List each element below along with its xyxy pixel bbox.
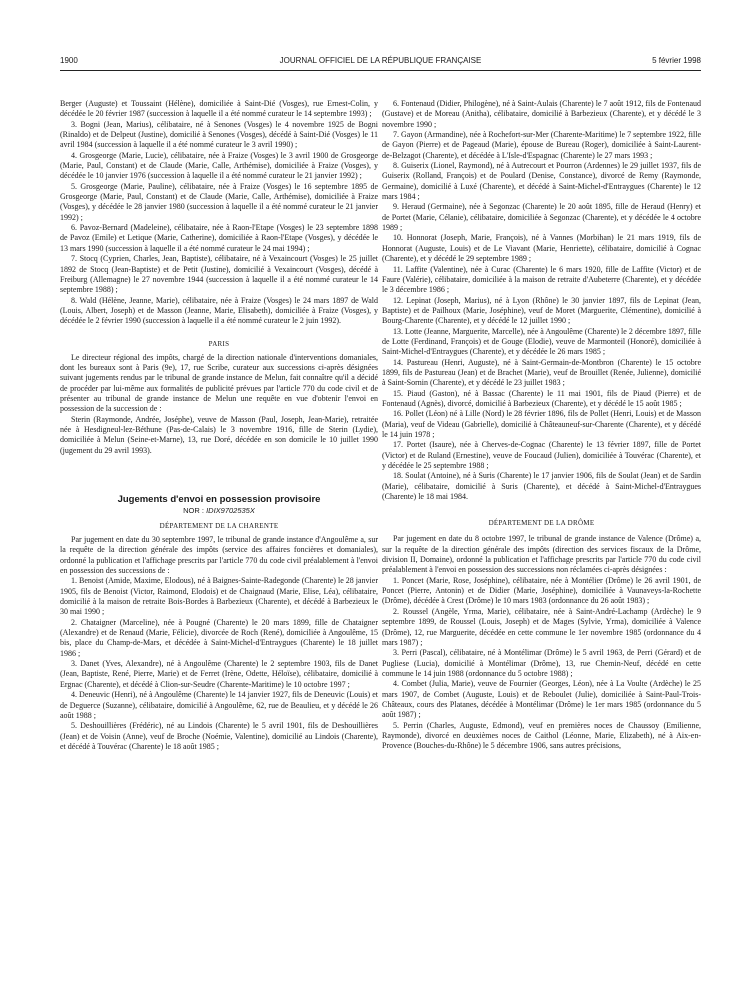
page-header: [60, 56, 701, 70]
section-heading-charente: DÉPARTEMENT DE LA CHARENTE: [159, 522, 279, 530]
entry: 11. Laffite (Valentine), née à Curac (Charente) le 6 mars 1920, fille de Laffite (Victor) et de Faure (Valérie), célibataire, domiciliée à la maison de retraite d'Aubeterre (Charente), et y décédée le 3 décembre 1986 ;: [382, 264, 701, 295]
entry: 4. Deneuvic (Henri), né à Angoulême (Charente) le 14 janvier 1927, fils de Deneuvic (Louis) et de Deguerce (Suzanne), célibataire, domicilié à Angoulême, 62, rue de Beaulieu, et y décédé le 26 août 1988 ;: [60, 690, 378, 720]
entry: 4. Grosgeorge (Marie, Lucie), célibataire, née à Fraize (Vosges) le 3 avril 1900 de Grosgeorge (Marie, Paul, Constant) et de Claude (Marie, Calle, Arthémise), domiciliée à Fraize (Vosges), y décédée le 10 janvier 1976 (succession à laquelle il a été nommé curateur le 21 janvier 1992) ;: [60, 150, 378, 181]
entry: 13. Lotte (Jeanne, Marguerite, Marcelle), née à Angoulême (Charente) le 2 décembre 1897, fille de Lotte (Ferdinand, François) et de Gouge (Elodie), veuve de Marmonteil (Honoré), domiciliée à Saint-Michel-d'Entraygues (Charente), et y décédée le 26 mars 1985 ;: [382, 326, 701, 357]
entry: 6. Fontenaud (Didier, Philogène), né à Saint-Aulais (Charente) le 7 août 1912, fils de Fontenaud (Gustave) et de Moreau (Anitha), célibataire, domicilié à Barbezieux (Charente), et y décédé le 3 novembre 1990 ;: [382, 99, 701, 129]
entry: 6. Pavoz-Bernard (Madeleine), célibataire, née à Raon-l'Etape (Vosges) le 23 septembre 1898 de Pavoz (Emile) et Letique (Marie, Catherine), domiciliée à Raon-l'Etape (Vosges), y décédée le 13 mars 1990 (succession à laquelle il a été nommé curateur le 24 mai 1994) ;: [60, 223, 378, 253]
section-heading-paris: PARIS: [208, 339, 230, 348]
entry: 2. Roussel (Angèle, Yrma, Marie), célibataire, née à Saint-André-Lachamp (Ardèche) le 9 septembre 1899, de Roussel (Louis, Joseph) et de Mages (Sylvie, Yrma), domiciliée à Valence (Drôme), 12, rue Marguerite, décédée en cette commune le 1er novembre 1985 (ordonnance du 4 mars 1987) ;: [382, 606, 701, 647]
left-column: [60, 99, 378, 752]
entry: Berger (Auguste) et Toussaint (Hélène), domiciliée à Saint-Dié (Vosges), rue Ernest-Colin, y décédée le 20 février 1987 (succession à laquelle il a été nommé curateur le 14 septembre 1993) ;: [60, 99, 378, 119]
entry: 8. Guiserix (Lionel, Raymond), né à Autrecourt et Pourron (Ardennes) le 29 juillet 1937, fils de Guiserix (Rolland, François) et de Poulard (Denise, Constance), divorcé de Remy (Raymonde, Germaine), domicilié à Luxé (Charente), et décédé à Saint-Michel-d'Entraygues (Charente) le 12 mars 1984 ;: [382, 161, 701, 202]
entry: 7. Gayon (Armandine), née à Rochefort-sur-Mer (Charente-Maritime) le 7 septembre 1922, fille de Gayon (Pierre) et de Pageaud (Marie), épouse de Bureau (Roger), domiciliée à Saint-Laurent-de-Belzagot (Charente), et décédée à L'Isle-d'Espagnac (Charente) le 27 mars 1993 ;: [382, 130, 701, 160]
entry: Le directeur régional des impôts, chargé de la direction nationale d'interventions domaniales, dont les bureaux sont à Paris (9e), 17, rue Scribe, curateur aux successions ci-après désignées suivant jugements rendus par le tribunal de grande instance de Melun, fait connaître qu'il a décidé de procéder par lui-même aux formalités de publicité prévues par l'article 770 du code civil et de présenter au tribunal de grande instance de Melun une requête en vue d'obtenir l'envoi en possession de la succession de :: [60, 352, 378, 414]
entry: 5. Deshouillières (Frédéric), né au Lindois (Charente) le 5 avril 1901, fils de Deshouillières (Jean) et de Voisin (Anne), veuf de Broche (Noémie, Valentine), domicilié au Lindois (Charente), et décédé à Touvérac (Charente) le 18 août 1985 ;: [60, 721, 378, 751]
entry: 3. Bogni (Jean, Marius), célibataire, né à Senones (Vosges) le 4 novembre 1925 de Bogni (Rinaldo) et de Delpeut (Justine), domicilié à Senones (Vosges), décédé à Saint-Dié (Vosges) le 11 avril 1984 (succession à laquelle il a été nommé curateur le 3 avril 1990) ;: [60, 119, 378, 150]
entry: 18. Soulat (Antoine), né à Suris (Charente) le 17 janvier 1906, fils de Soulat (Jean) et de Sardin (Marie), célibataire, domicilié à Suris (Charente), et décédé à Saint-Michel-d'Entraygues (Charente) le 18 mai 1984.: [382, 471, 701, 502]
page-number: 1900: [60, 56, 78, 65]
section-heading-drome: DÉPARTEMENT DE LA DRÔME: [488, 519, 595, 528]
entry: 4. Combet (Julia, Marie), veuve de Fournier (Georges, Léon), née à La Voulte (Ardèche) le 25 mars 1907, de Combet (Auguste, Louis) et de Reboulet (Julie), domiciliée à Saint-Paul-Trois-Châteaux, cours des Platanes, décédée à Montélimar (Drôme) le 1er mars 1985 (ordonnance du 5 août 1987) ;: [382, 679, 701, 720]
journal-title: JOURNAL OFFICIEL DE LA RÉPUBLIQUE FRANÇAISE: [279, 56, 482, 65]
nor-label: NOR :: [183, 506, 204, 515]
entry: 17. Portet (Isaure), née à Cherves-de-Cognac (Charente) le 13 février 1897, fille de Portet (Victor) et de Ruland (Ernestine), veuve de Foucaud (Julien), domiciliée à Touvérac (Charente), et y décédée le 25 septembre 1988 ;: [382, 440, 701, 471]
nor-reference: [60, 506, 378, 515]
entry: 10. Honnorat (Joseph, Marie, François), né à Vannes (Morbihan) le 21 mars 1919, fils de Honnorat (Auguste, Louis) et de Le Viavant (Marie, Henriette), célibataire, domicilié à Cognac (Charente), et y décédé le 29 septembre 1989 ;: [382, 233, 701, 264]
entry: 3. Danet (Yves, Alexandre), né à Angoulême (Charente) le 2 septembre 1903, fils de Danet (Jean, Baptiste, René, Pierre, Marie) et de Ferret (Irène, Odette, Héloïse), célibataire, domicilié à Ergnac (Charente), et décédé à Clion-sur-Seudre (Charente-Maritime) le 10 octobre 1997 ;: [60, 659, 378, 689]
entry: Par jugement en date du 8 octobre 1997, le tribunal de grande instance de Valence (Drôme) a, sur la requête de la direction générale des impôts (direction des services fiscaux de la Drôme, division II, Domaine), ordonné la publication et l'affichage prescrits par l'article 770 du code civil préalablement à l'envoi en possession des successions non réclamées ci-après désignées :: [382, 534, 701, 575]
entry: 8. Wald (Hélène, Jeanne, Marie), célibataire, née à Fraize (Vosges) le 24 mars 1897 de Wald (Louis, Albert, Joseph) et de Masson (Jeanne, Marie, Elisabeth), domiciliée à Fraize (Vosges), y décédée le 2 février 1990 (succession à laquelle il a été nommé curateur le 2 juin 1992).: [60, 295, 378, 326]
entry: 14. Pastureau (Henri, Auguste), né à Saint-Germain-de-Montbron (Charente) le 15 octobre 1899, fils de Pastureau (Jean) et de Brachet (Marie), veuf de Brouillet (Renée, Julienne), domicilié à Saint-Sornin (Charente), et y décédé le 23 juillet 1983 ;: [382, 357, 701, 388]
entry: 7. Stocq (Cyprien, Charles, Jean, Baptiste), célibataire, né à Vexaincourt (Vosges) le 25 juillet 1892 de Stocq (Jean-Baptiste) et de Petit (Justine), domicilié à Vexaincourt (Vosges), décédé à Freiburg (Allemagne) le 27 novembre 1944 (succession à laquelle il a été nommé curateur le 14 septembre 1988) ;: [60, 254, 378, 295]
entry: 15. Piaud (Gaston), né à Bassac (Charente) le 11 mai 1901, fils de Piaud (Pierre) et de Fontenaud (Agnès), divorcé, domicilié à Barbezieux (Charente), et y décédé le 15 août 1985 ;: [382, 388, 701, 408]
right-column: [382, 99, 701, 752]
entry: 2. Chataigner (Marceline), née à Pougné (Charente) le 20 mars 1899, fille de Chataigner (Alexandre) et de Renaud (Marie, Félicie), divorcée de Roch (René), domiciliée à Angoulême, 15 bis, place du Champ-de-Mars, et décédée à Saint-Michel-d'Entraygues (Charente) le 18 juillet 1986 ;: [60, 617, 378, 658]
entry: 12. Lepinat (Joseph, Marius), né à Lyon (Rhône) le 30 janvier 1897, fils de Lepinat (Jean, Baptiste) et de Pailhoux (Marie, Joséphine), veuf de Moret (Marguerite, Clémentine), domicilié à Bourg-Charente (Charente), et y décédé le 12 juillet 1990 ;: [382, 295, 701, 326]
nor-id: IDIX9702535X: [206, 506, 255, 515]
entry: 5. Perrin (Charles, Auguste, Edmond), veuf en premières noces de Chaussoy (Emilienne, Raymonde), divorcé en deuxièmes noces de Caithol (Léonne, Marie, Elizabeth), né à Aix-en-Provence (Bouches-du-Rhône) le 5 décembre 1906, sans autres précisions,: [382, 720, 701, 751]
entry: Par jugement en date du 30 septembre 1997, le tribunal de grande instance d'Angoulême a, sur la requête de la direction générale des impôts (service des affaires foncières et domaniales), ordonné la publication et l'affichage prescrits par l'article 770 du code civil préalablement à l'envoi en possession des successions de :: [60, 535, 378, 576]
section-title: Jugements d'envoi en possession provisoire: [117, 494, 321, 505]
entry: 1. Benoist (Amide, Maxime, Elodous), né à Baignes-Sainte-Radegonde (Charente) le 28 janvier 1905, fils de Benoist (Victor, Raimond, Elodois) et de Chaignaud (Marie, Elise, Léa), célibataire, domicilié à la maison de retraite Bois-Bordes à Barbezieux (Charente), et décédé à Barbezieux le 30 mai 1990 ;: [60, 576, 378, 617]
entry: 3. Perri (Pascal), célibataire, né à Montélimar (Drôme) le 5 avril 1963, de Perri (Gérard) et de Pugliese (Lucia), domicilié à Montélimar (Drôme), 13, rue Chemin-Neuf, décédé en cette commune le 14 juin 1988 (ordonnance du 5 octobre 1988) ;: [382, 648, 701, 678]
entry: 16. Pollet (Léon) né à Lille (Nord) le 28 février 1896, fils de Pollet (Henri, Louis) et de Masson (Maria), veuf de Videau (Gabrielle), domicilié à Châteauneuf-sur-Charente (Charente), et y décédé le 14 juin 1978 ;: [382, 409, 701, 439]
entry: 5. Grosgeorge (Marie, Pauline), célibataire, née à Fraize (Vosges) le 16 septembre 1895 de Grosgeorge (Marie, Paul, Constant) et de Claude (Marie, Calle, Arthémise), domiciliée à Fraize (Vosges), y décédée le 28 janvier 1980 (succession à laquelle il a été nommé curateur le 21 janvier 1992) ;: [60, 181, 378, 222]
entry: 9. Heraud (Germaine), née à Segonzac (Charente) le 20 août 1895, fille de Heraud (Henry) et de Portet (Marie, Célanie), célibataire, domiciliée à Segonzac (Charente), et y décédée le 4 octobre 1989 ;: [382, 202, 701, 233]
entry: 1. Poncet (Marie, Rose, Joséphine), célibataire, née à Montélier (Drôme) le 26 avril 1901, de Poncet (Pierre, Antonin) et de Didier (Marie, Joséphine), domiciliée à Vaunaveys-la-Rochette (Drôme), décédée à Crest (Drôme) le 10 mars 1983 (ordonnance du 26 août 1983) ;: [382, 575, 701, 606]
entry: Sterin (Raymonde, Andrée, Joséphe), veuve de Masson (Paul, Joseph, Jean-Marie), retraitée née à Hesdigneul-lez-Béthune (Pas-de-Calais) le 3 novembre 1916, fille de Sterin (Lydie), domiciliée à Melun (Seine-et-Marne), 13, rue Doré, décédée en son domicile le 10 juillet 1990 (jugement du 29 avril 1993).: [60, 414, 378, 455]
header-rule: [60, 70, 701, 71]
issue-date: 5 février 1998: [652, 56, 701, 65]
